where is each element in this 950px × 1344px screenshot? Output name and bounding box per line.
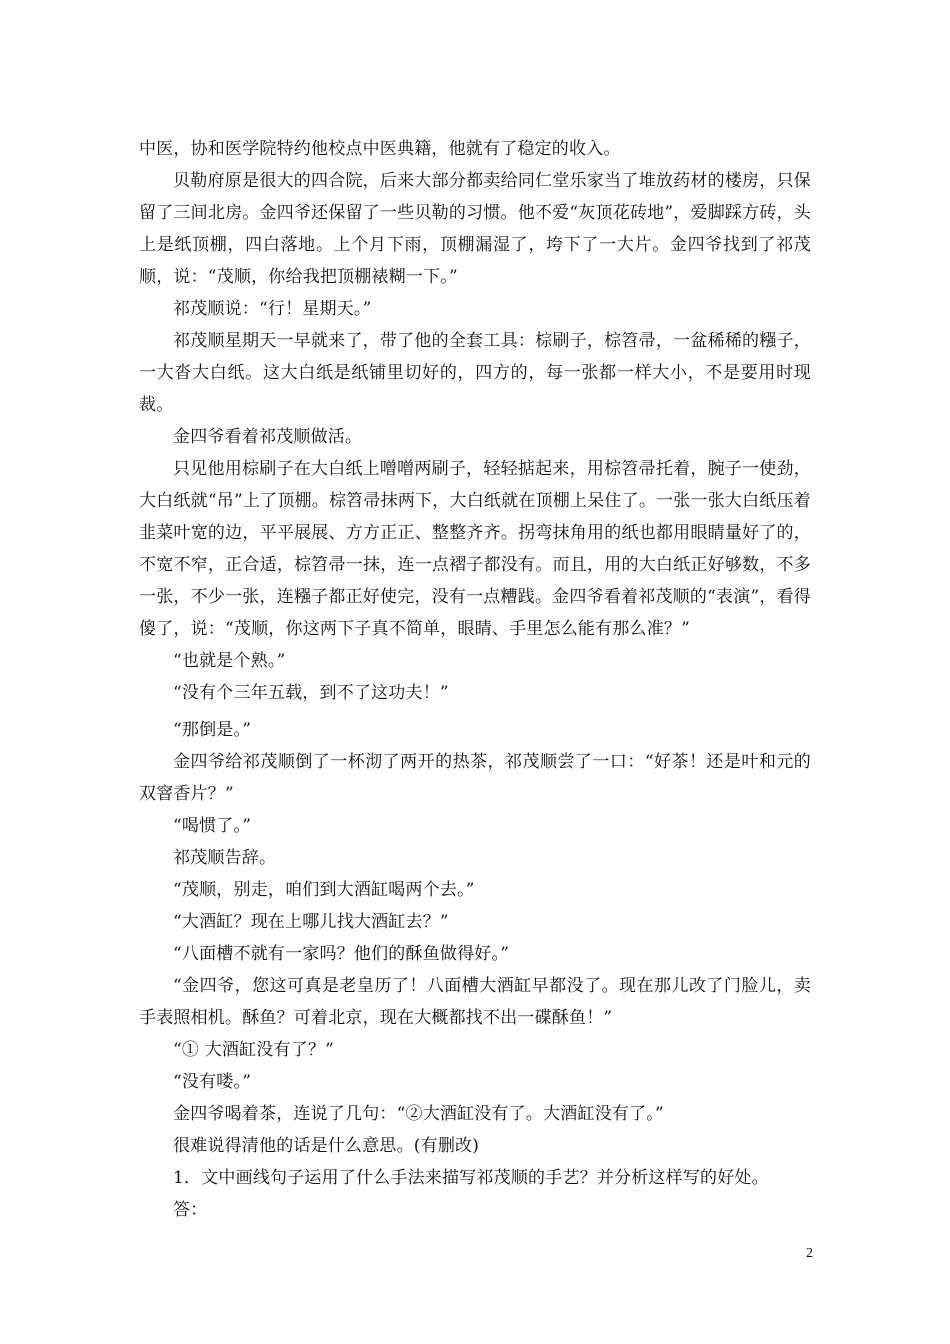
paragraph: 祁茂顺星期天一早就来了，带了他的全套工具：棕刷子，棕笤帚，一盆稀稀的糨子，一大沓大白纸。这大白纸是纸铺里切好的，四方的，每一张都一样大小，不是要用时现裁。 — [139, 331, 811, 415]
paragraph: “没有个三年五载，到不了这功夫！” — [173, 683, 449, 703]
paragraph: “金四爷，您这可真是老皇历了！八面槽大酒缸早都没了。现在那儿改了门脸儿，卖手表照相机。酥鱼？可着北京，现在大概都找不出一碟酥鱼！” — [139, 976, 811, 1028]
paragraph: 金四爷给祁茂顺倒了一杯沏了两开的热茶，祁茂顺尝了一口：“好茶！还是叶和元的双窨香片？” — [139, 752, 811, 804]
paragraph: “大酒缸？现在上哪儿找大酒缸去？” — [173, 912, 449, 932]
paragraph: 很难说得清他的话是什么意思。(有删改) — [173, 1136, 480, 1156]
paragraph: “茂顺，别走，咱们到大酒缸喝两个去。” — [173, 880, 475, 900]
text-block-top — [139, 133, 811, 709]
paragraph: 中医，协和医学院特约他校点中医典籍，他就有了稳定的收入。 — [139, 139, 621, 159]
paragraph: “喝惯了。” — [173, 816, 252, 836]
answer-label: 答： — [173, 1200, 208, 1220]
paragraph: “没有喽。” — [173, 1072, 252, 1092]
paragraph: “八面槽不就有一家吗？他们的酥鱼做得好。” — [173, 944, 510, 964]
paragraph: 祁茂顺说：“行！星期天。” — [173, 299, 372, 319]
paragraph: “① 大酒缸没有了？” — [173, 1040, 334, 1060]
paragraph: “也就是个熟。” — [173, 651, 286, 671]
question: 1．文中画线句子运用了什么手法来描写祁茂顺的手艺？并分析这样写的好处。 — [173, 1168, 769, 1188]
paragraph: 只见他用棕刷子在大白纸上噌噌两刷子，轻轻掂起来，用棕笤帚托着，腕子一使劲，大白纸就“吊”上了顶棚。棕笤帚抹两下，大白纸就在顶棚上呆住了。一张一张大白纸压着韭菜叶宽的边，平平展展、方方正正、整整齐齐。拐弯抹角用的纸也都用眼睛量好了的，不宽不窄，正合适，棕笤帚一抹，连一点褶子都没有。而且，用的大白纸正好够数，不多一张，不少一张，连糨子都正好使完，没有一点糟践。金四爷看着祁茂顺的“表演”，看得傻了，说：“茂顺，你这两下子真不简单，眼睛、手里怎么能有那么准？” — [139, 459, 811, 639]
text-block-bottom — [139, 714, 811, 1226]
paragraph: 贝勒府原是很大的四合院，后来大部分都卖给同仁堂乐家当了堆放药材的楼房，只保留了三间北房。金四爷还保留了一些贝勒的习惯。他不爱“灰顶花砖地”，爱脚踩方砖，头上是纸顶棚，四白落地。上个月下雨，顶棚漏湿了，垮下了一大片。金四爷找到了祁茂顺，说：“茂顺，你给我把顶棚裱糊一下。” — [139, 171, 811, 287]
paragraph: 金四爷喝着茶，连说了几句：“②大酒缸没有了。大酒缸没有了。” — [173, 1104, 664, 1124]
paragraph: 祁茂顺告辞。 — [173, 848, 277, 868]
page-number: 2 — [806, 1246, 813, 1261]
paragraph: “那倒是。” — [173, 720, 252, 740]
paragraph: 金四爷看着祁茂顺做活。 — [173, 427, 363, 447]
